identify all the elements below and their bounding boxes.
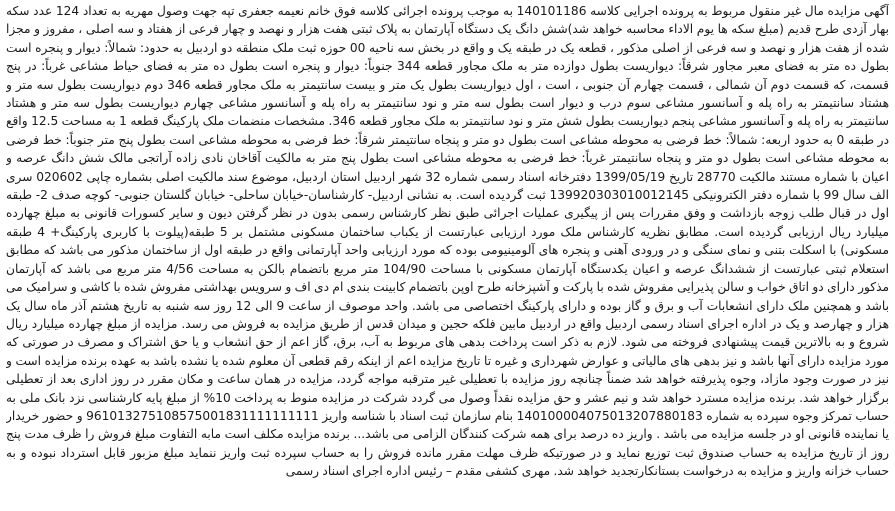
auction-notice-text: آگهی مزایده مال غیر منقول مربوط به پرونده اجرایی کلاسه 140101186 به موجب پرونده اجرائی کلاسه فوق خانم نعیمه جعفری تپه جهت وصول مهریه به تعداد 124 عدد سکه بهار آزدی طرح قدیم (مبلغ سکه ها یوم الاداء محاسبه خواهد شد)شش دانگ یک دستگاه آپارتمان به پلاک ثبتی هفت هزار و نهصد و چهار فرعی از هفتاد و سه اصلی ، مفروز و مجزا شده از هفت هزار و نهصد و سه فرعی از اصلی مذکور ، قطعه یک در طبقه یک و واقع در بخش سه ناحیه 00 حوزه ثبت ملک منطقه دو اردبیل به حدود: شمالاً: دیوار و پنجره است بطول ده متر به فضای معبر مجاور شرقاً: دیواریست بطول دوازده متر به ملک مجاور قطعه 344 جنوباً: دیوار و پنجره است بطول ده متر به فضای حیاط مشاعی غرباً: در پنج قسمت، که قسمت دوم آن شمالی ، قسمت چهارم آن جنوبی ، است ، اول دیواریست بطول یک متر و بیست سانتیمتر به ملک مجاور قطعه 346 دوم دیواریست بطول سه متر و هشتاد سانتیمتر به راه پله و آسانسور مشاعی سوم درب و دیوار است بطول سه متر و نود سانتیمتر به راه پله و آسانسور مشاعی چهارم دیواریست بطول سه متر و هشتاد سانتیمتر به راه پله و آسانسور مشاعی پنجم دیواریست بطول شش متر و نود سانتیمتر به ملک مجاور قطعه 346. مشخصات منضمات ملک پارکینگ قطعه 1 به مساحت 12.5 واقع در طبقه 0 به حدود اربعه: شمالاً: خط فرضی به محوطه مشاعی است بطول دو متر و پنجاه سانتیمتر شرقاً: خط فرضی به محوطه مشاعی است بطول پنج متر جنوباً: خط فرضی به محوطه مشاعی است بطول دو متر و پنجاه سانتیمتر غرباً: خط فرضی به محوطه مشاعی است بطول پنج متر به مالکیت آقاخان نادی زاده آراتجی مالک شش دانگ عرصه و اعیان با شماره مستند مالکیت 28770 تاریخ 1399/05/19 دفترخانه اسناد رسمی شماره 32 شهر اردبیل استان اردبیل، موضوع سند مالکیت اصلی بشماره چاپی 020602 سری الف سال 99 با شماره دفتر الکترونیکی 139920303010012145 ثبت گردیده است. به نشانی اردبیل- کارشناسان-خیابان ساحلی- خیابان گلستان جنوبی- کوچه صدف 2- طبقه اول در قبال طلب زوجه بازداشت و وفق مقررات پس از پیگیری عملیات اجرائی طبق نظر کارشناس رسمی بدون در نظر گرفتن دیون و سایر کسورات قانونی به مبلغ چهارده میلیارد ریال ارزیابی گردیده است. مطابق نظریه کارشناس ملک مورد ارزیابی عبارتست از یکباب ساختمان مسکونی مشتمل بر 5 طبقه(پیلوت با کاربری پارکینگ+ 4 طبقه مسکونی) با اسکلت بتنی و نمای سنگی و در ورودی آهنی و پنجره های آلومینیومی بوده که مورد ارزیابی واحد آپارتمانی واقع در طبقه اول از ساختمان مذکور می باشد که مطابق استعلام ثبتی عبارتست از ششدانگ عرصه و اعیان یکدستگاه آپارتمان مسکونی با مساحت 104/90 متر مربع باتضمام بالکن به مساحت 4/56 متر مربع می باشد که آپارتمان مذکور دارای دو اتاق خواب و سالن پذیرایی مفروش شده با پارکت و آشپزخانه طرح اوپن باتضمام کابینت بندی ام دی اف و سرویس بهداشتی مفروش شده با کاشی و سرامیک می باشد و همچنین ملک دارای انشعابات آب و برق و گاز بوده و دارای پارکینگ اختصاصی می باشد. واحد موصوف از ساعت 9 الی 12 روز سه شنبه به تاریخ هشتم آذر ماه سال یک هزار و چهارصد و یک در اداره اجرای اسناد رسمی اردبیل واقع در اردبیل مابین فلکه حجین و میدان قدس از طریق مزایده به فروش می رسد. مزایده از مبلغ چهارده میلیارد ریال شروع و به بالاترین قیمت پیشنهادی فروخته می شود. لازم به ذکر است پرداخت بدهی های مربوط به آب، برق، گاز اعم از حق انشعاب و یا حق اشتراک و مصرف در صورتی که مورد مزایده دارای آنها باشد و نیز بدهی های مالیاتی و عوارض شهرداری و غیره تا تاریخ مزایده اعم از اینکه رقم قطعی آن معلوم شده یا نشده باشد به عهده برنده مزایده است و نیز در صورت وجود مازاد، وجوه پذیرفته خواهد شد ضمناً چنانچه روز مزایده با تعطیلی غیر مترقبه مواجه گردد، مزایده در همان ساعت و مکان مقرر در روز اداری بعد از تعطیلی برگزار خواهد شد. برنده مزایده مسترد خواهد شد و نیم عشر و حق مزایده نقداً وصول می گردد شرکت در مزایده منوط به پرداخت 10% از مبلغ پایه کارشناسی نزد بانک ملی به حساب تمرکز وجوه سپرده به شماره 140100004075013207880183 بنام سازمان ثبت اسناد با شناسه واریز 961013275108575001831111111111 و حضور خریدار یا نماینده قانونی او در جلسه مزایده می باشد . واریز ده درصد برای همه شرکت کنندگان الزامی می باشد... برنده مزایده مکلف است مابه التفاوت مبلغ فروش را ظرف مدت پنج روز از تاریخ مزایده به حساب صندوق ثبت توزیع نماید و در صورتیکه ظرف مهلت مقرر مانده فروش را به حساب سپرده ثبت واریز ننماید مبلغ مزبور قابل استرداد نبوده و به حساب خزانه واریز و مزایده به درخواست بستانکارتجدید خواهد شد. مهری کشفی مقدم – رئیس اداره اجرای اسناد رسمی <box>6 4 889 479</box>
